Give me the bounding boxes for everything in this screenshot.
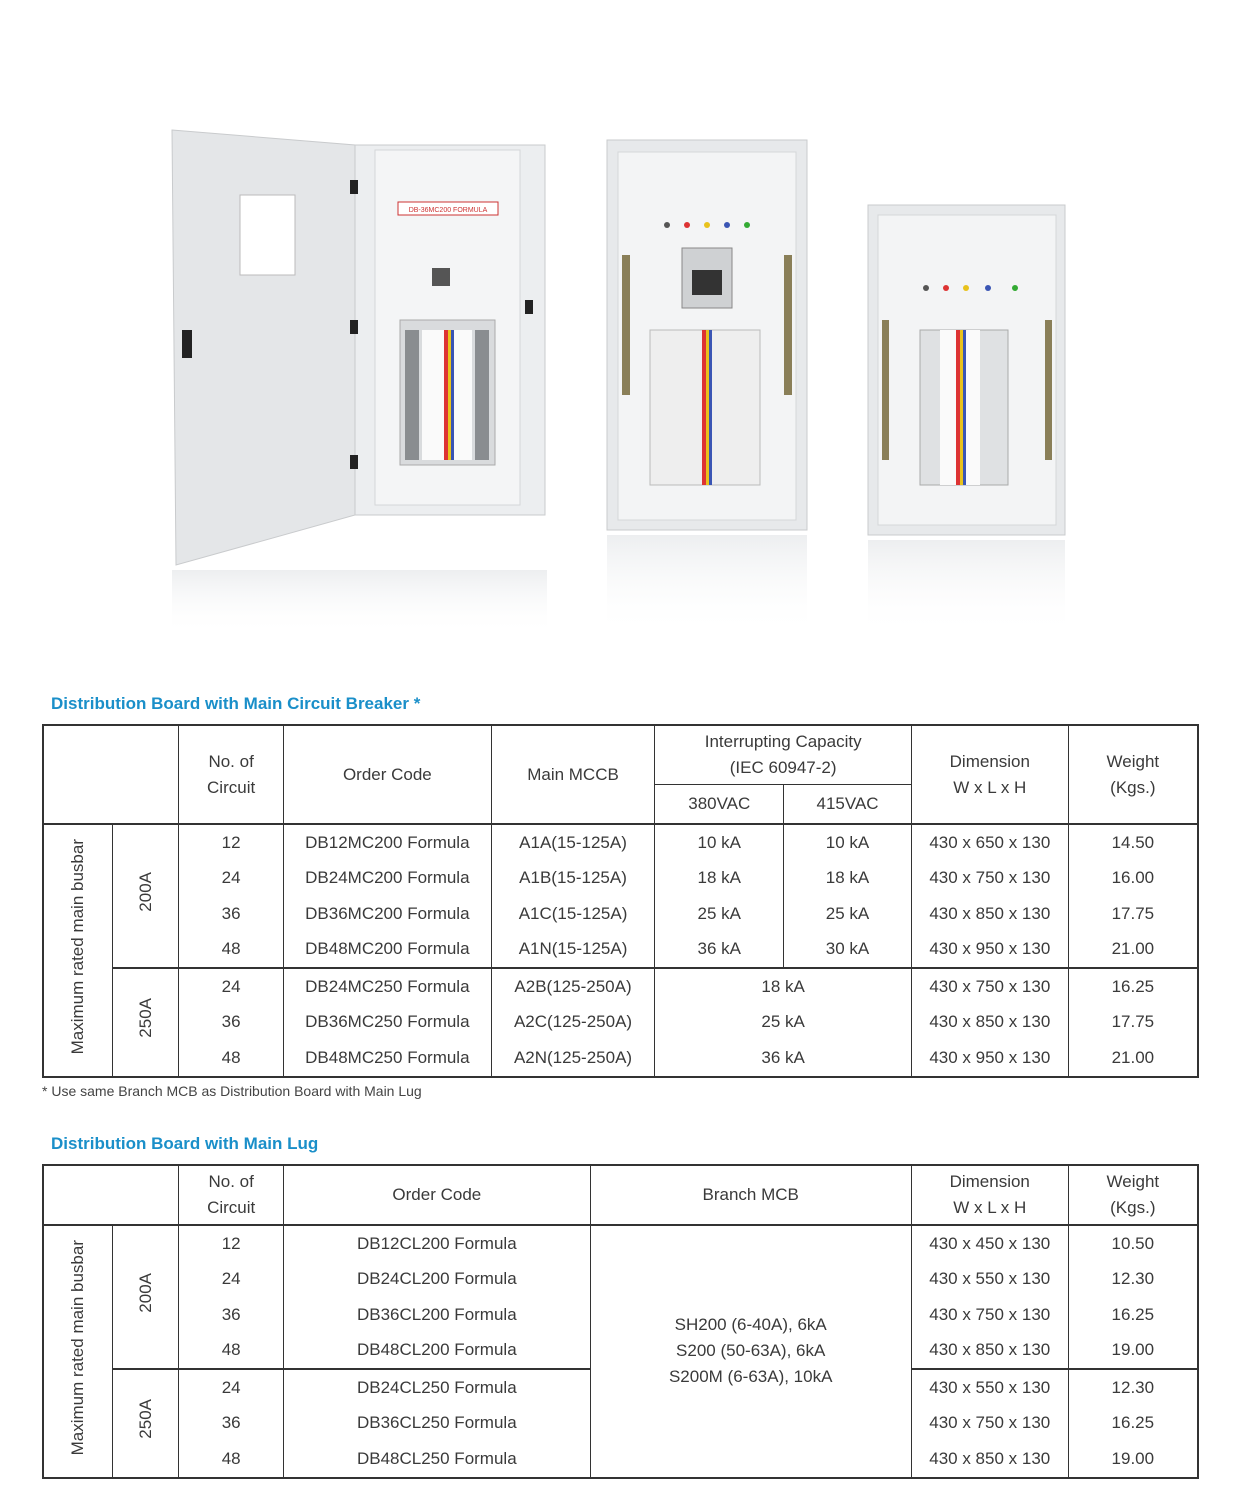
- header-blank: [43, 1165, 179, 1225]
- header-order-code: Order Code: [284, 1165, 590, 1225]
- weight-cell: 14.50: [1068, 824, 1198, 861]
- dimension-cell: 430 x 550 x 130: [911, 1262, 1068, 1298]
- weight-cell: 12.30: [1068, 1369, 1198, 1406]
- ic415-cell: 18 kA: [784, 861, 912, 897]
- order-code-cell: DB12CL200 Formula: [284, 1225, 590, 1262]
- rating-250a: 250A: [113, 1369, 179, 1478]
- dimension-cell: 430 x 950 x 130: [911, 932, 1068, 969]
- weight-cell: 16.25: [1068, 1297, 1198, 1333]
- cabinet-with-mccb-icon: [607, 140, 807, 635]
- mccb-cell: A1A(15-125A): [491, 824, 655, 861]
- circuit-cell: 36: [179, 1406, 284, 1442]
- rating-200a: 200A: [113, 824, 179, 968]
- dimension-cell: 430 x 650 x 130: [911, 824, 1068, 861]
- product-photo: [160, 120, 1080, 640]
- table1-title: Distribution Board with Main Circuit Breaker *: [51, 694, 421, 713]
- circuit-cell: 12: [179, 824, 284, 861]
- ic-cell: 18 kA: [655, 968, 912, 1005]
- ic380-cell: 36 kA: [655, 932, 784, 969]
- circuit-cell: 48: [179, 932, 284, 969]
- header-blank: [43, 725, 179, 824]
- dimension-cell: 430 x 850 x 130: [911, 1441, 1068, 1478]
- dimension-cell: 430 x 850 x 130: [911, 896, 1068, 932]
- order-code-cell: DB24MC250 Formula: [284, 968, 492, 1005]
- order-code-cell: DB36MC250 Formula: [284, 1005, 492, 1041]
- dimension-cell: 430 x 750 x 130: [911, 1406, 1068, 1442]
- dimension-cell: 430 x 750 x 130: [911, 1297, 1068, 1333]
- ic380-cell: 25 kA: [655, 896, 784, 932]
- svg-text:DB-36MC200 FORMULA: DB-36MC200 FORMULA: [408, 207, 488, 214]
- circuit-cell: 24: [179, 1262, 284, 1298]
- circuit-cell: 24: [179, 1369, 284, 1406]
- mccb-cell: A2C(125-250A): [491, 1005, 655, 1041]
- weight-cell: 10.50: [1068, 1225, 1198, 1262]
- header-dimension: Dimension W x L x H: [911, 1165, 1068, 1225]
- weight-cell: 19.00: [1068, 1333, 1198, 1370]
- dimension-cell: 430 x 550 x 130: [911, 1369, 1068, 1406]
- weight-cell: 21.00: [1068, 932, 1198, 969]
- header-no-of-circuit: No. of Circuit: [179, 1165, 284, 1225]
- ic415-cell: 25 kA: [784, 896, 912, 932]
- weight-cell: 21.00: [1068, 1040, 1198, 1077]
- order-code-cell: DB48CL250 Formula: [284, 1441, 590, 1478]
- mccb-cell: A2B(125-250A): [491, 968, 655, 1005]
- header-main-mccb: Main MCCB: [491, 725, 655, 824]
- weight-cell: 17.75: [1068, 896, 1198, 932]
- main-circuit-breaker-table: [42, 724, 1199, 1078]
- table2-title: Distribution Board with Main Lug: [51, 1134, 319, 1153]
- ic415-cell: 10 kA: [784, 824, 912, 861]
- ic380-cell: 18 kA: [655, 861, 784, 897]
- weight-cell: 12.30: [1068, 1262, 1198, 1298]
- header-dimension: Dimension W x L x H: [911, 725, 1068, 824]
- cabinet-main-lug-icon: [868, 205, 1065, 635]
- header-415vac: 415VAC: [784, 785, 912, 825]
- weight-cell: 16.25: [1068, 1406, 1198, 1442]
- order-code-cell: DB36MC200 Formula: [284, 896, 492, 932]
- circuit-cell: 12: [179, 1225, 284, 1262]
- weight-cell: 19.00: [1068, 1441, 1198, 1478]
- row-group-label: Maximum rated main busbar: [43, 824, 113, 1077]
- circuit-cell: 48: [179, 1333, 284, 1370]
- table1-footnote: * Use same Branch MCB as Distribution Board with Main Lug: [42, 1083, 422, 1099]
- row-group-label: Maximum rated main busbar: [43, 1225, 113, 1478]
- order-code-cell: DB24MC200 Formula: [284, 861, 492, 897]
- header-weight: Weight (Kgs.): [1068, 1165, 1198, 1225]
- circuit-cell: 24: [179, 968, 284, 1005]
- dimension-cell: 430 x 750 x 130: [911, 968, 1068, 1005]
- dimension-cell: 430 x 950 x 130: [911, 1040, 1068, 1077]
- order-code-cell: DB36CL200 Formula: [284, 1297, 590, 1333]
- main-lug-table: [42, 1164, 1199, 1479]
- header-380vac: 380VAC: [655, 785, 784, 825]
- order-code-cell: DB48CL200 Formula: [284, 1333, 590, 1370]
- circuit-cell: 48: [179, 1040, 284, 1077]
- circuit-cell: 48: [179, 1441, 284, 1478]
- branch-mcb-cell: SH200 (6-40A), 6kA S200 (50-63A), 6kA S200M (6-63A), 10kA: [590, 1225, 911, 1478]
- weight-cell: 16.25: [1068, 968, 1198, 1005]
- ic-cell: 25 kA: [655, 1005, 912, 1041]
- order-code-cell: DB48MC250 Formula: [284, 1040, 492, 1077]
- mccb-cell: A2N(125-250A): [491, 1040, 655, 1077]
- header-no-of-circuit: No. of Circuit: [179, 725, 284, 824]
- order-code-cell: DB48MC200 Formula: [284, 932, 492, 969]
- mccb-cell: A1N(15-125A): [491, 932, 655, 969]
- rating-200a: 200A: [113, 1225, 179, 1369]
- mccb-cell: A1C(15-125A): [491, 896, 655, 932]
- dimension-cell: 430 x 750 x 130: [911, 861, 1068, 897]
- ic415-cell: 30 kA: [784, 932, 912, 969]
- ic380-cell: 10 kA: [655, 824, 784, 861]
- header-order-code: Order Code: [284, 725, 492, 824]
- rating-250a: 250A: [113, 968, 179, 1077]
- dimension-cell: 430 x 850 x 130: [911, 1005, 1068, 1041]
- header-weight: Weight (Kgs.): [1068, 725, 1198, 824]
- weight-cell: 17.75: [1068, 1005, 1198, 1041]
- order-code-cell: DB12MC200 Formula: [284, 824, 492, 861]
- cabinet-open-door-icon: [172, 130, 547, 635]
- circuit-cell: 36: [179, 1005, 284, 1041]
- order-code-cell: DB24CL250 Formula: [284, 1369, 590, 1406]
- dimension-cell: 430 x 450 x 130: [911, 1225, 1068, 1262]
- header-branch-mcb: Branch MCB: [590, 1165, 911, 1225]
- header-interrupting-capacity: Interrupting Capacity (IEC 60947-2): [655, 725, 912, 785]
- circuit-cell: 24: [179, 861, 284, 897]
- order-code-cell: DB36CL250 Formula: [284, 1406, 590, 1442]
- circuit-cell: 36: [179, 896, 284, 932]
- mccb-cell: A1B(15-125A): [491, 861, 655, 897]
- dimension-cell: 430 x 850 x 130: [911, 1333, 1068, 1370]
- ic-cell: 36 kA: [655, 1040, 912, 1077]
- weight-cell: 16.00: [1068, 861, 1198, 897]
- circuit-cell: 36: [179, 1297, 284, 1333]
- order-code-cell: DB24CL200 Formula: [284, 1262, 590, 1298]
